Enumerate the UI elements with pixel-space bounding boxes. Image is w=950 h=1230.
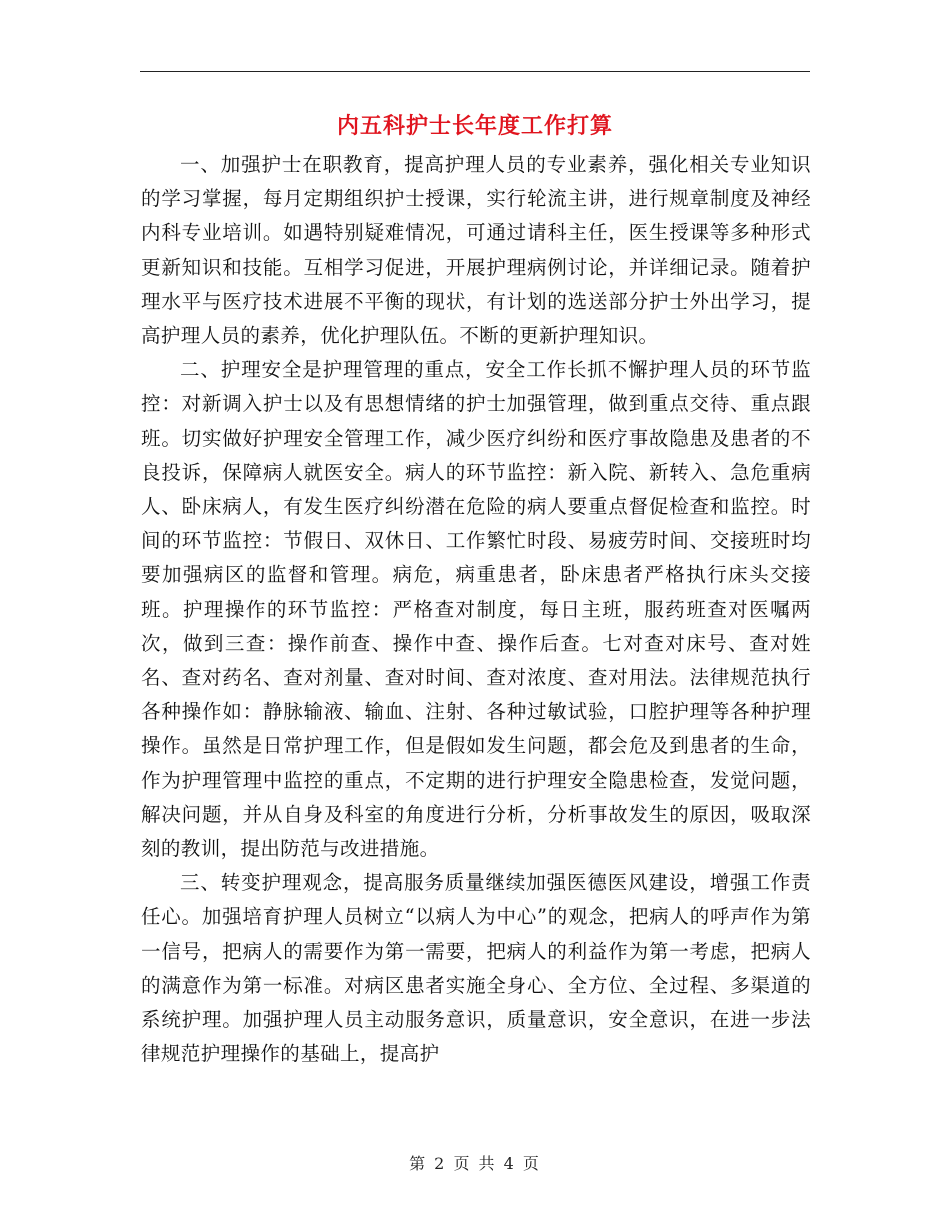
- paragraph-3: 三、转变护理观念，提高服务质量继续加强医德医风建设，增强工作责任心。加强培育护理人员树立“以病人为中心”的观念，把病人的呼声作为第一信号，把病人的需要作为第一需要，把病人的利益作为第一考虑，把病人的满意作为第一标准。对病区患者实施全身心、全方位、全过程、多渠道的系统护理。加强护理人员主动服务意识，质量意识，安全意识，在进一步法律规范护理操作的基础上，提高护: [141, 871, 811, 1066]
- document-body: [141, 148, 811, 1071]
- page-footer: 第 2 页 共 4 页: [409, 1154, 541, 1173]
- paragraph-1: 一、加强护士在职教育，提高护理人员的专业素养，强化相关专业知识的学习掌握，每月定期组织护士授课，实行轮流主讲，进行规章制度及神经内科专业培训。如遇特别疑难情况，可通过请科主任，医生授课等多种形式更新知识和技能。互相学习促进，开展护理病例讨论，并详细记录。随着护理水平与医疗技术进展不平衡的现状，有计划的选送部分护士外出学习，提高护理人员的素养，优化护理队伍。不断的更新护理知识。: [141, 153, 811, 348]
- paragraph-2: 二、护理安全是护理管理的重点，安全工作长抓不懈护理人员的环节监控：对新调入护士以及有思想情绪的护士加强管理，做到重点交待、重点跟班。切实做好护理安全管理工作，减少医疗纠纷和医疗事故隐患及患者的不良投诉，保障病人就医安全。病人的环节监控：新入院、新转入、急危重病人、卧床病人，有发生医疗纠纷潜在危险的病人要重点督促检查和监控。时间的环节监控：节假日、双休日、工作繁忙时段、易疲劳时间、交接班时均要加强病区的监督和管理。病危，病重患者，卧床患者严格执行床头交接班。护理操作的环节监控：严格查对制度，每日主班，服药班查对医嘱两次，做到三查：操作前查、操作中查、操作后查。七对查对床号、查对姓名、查对药名、查对剂量、查对时间、查对浓度、查对用法。法律规范执行各种操作如：静脉输液、输血、注射、各种过敏试验，口腔护理等各种护理操作。虽然是日常护理工作，但是假如发生问题，都会危及到患者的生命，作为护理管理中监控的重点，不定期的进行护理安全隐患检查，发觉问题，解决问题，并从自身及科室的角度进行分析，分析事故发生的原因，吸取深刻的教训，提出防范与改进措施。: [141, 358, 811, 861]
- document-title: 内五科护士长年度工作打算: [336, 113, 613, 139]
- header-rule: [140, 71, 810, 72]
